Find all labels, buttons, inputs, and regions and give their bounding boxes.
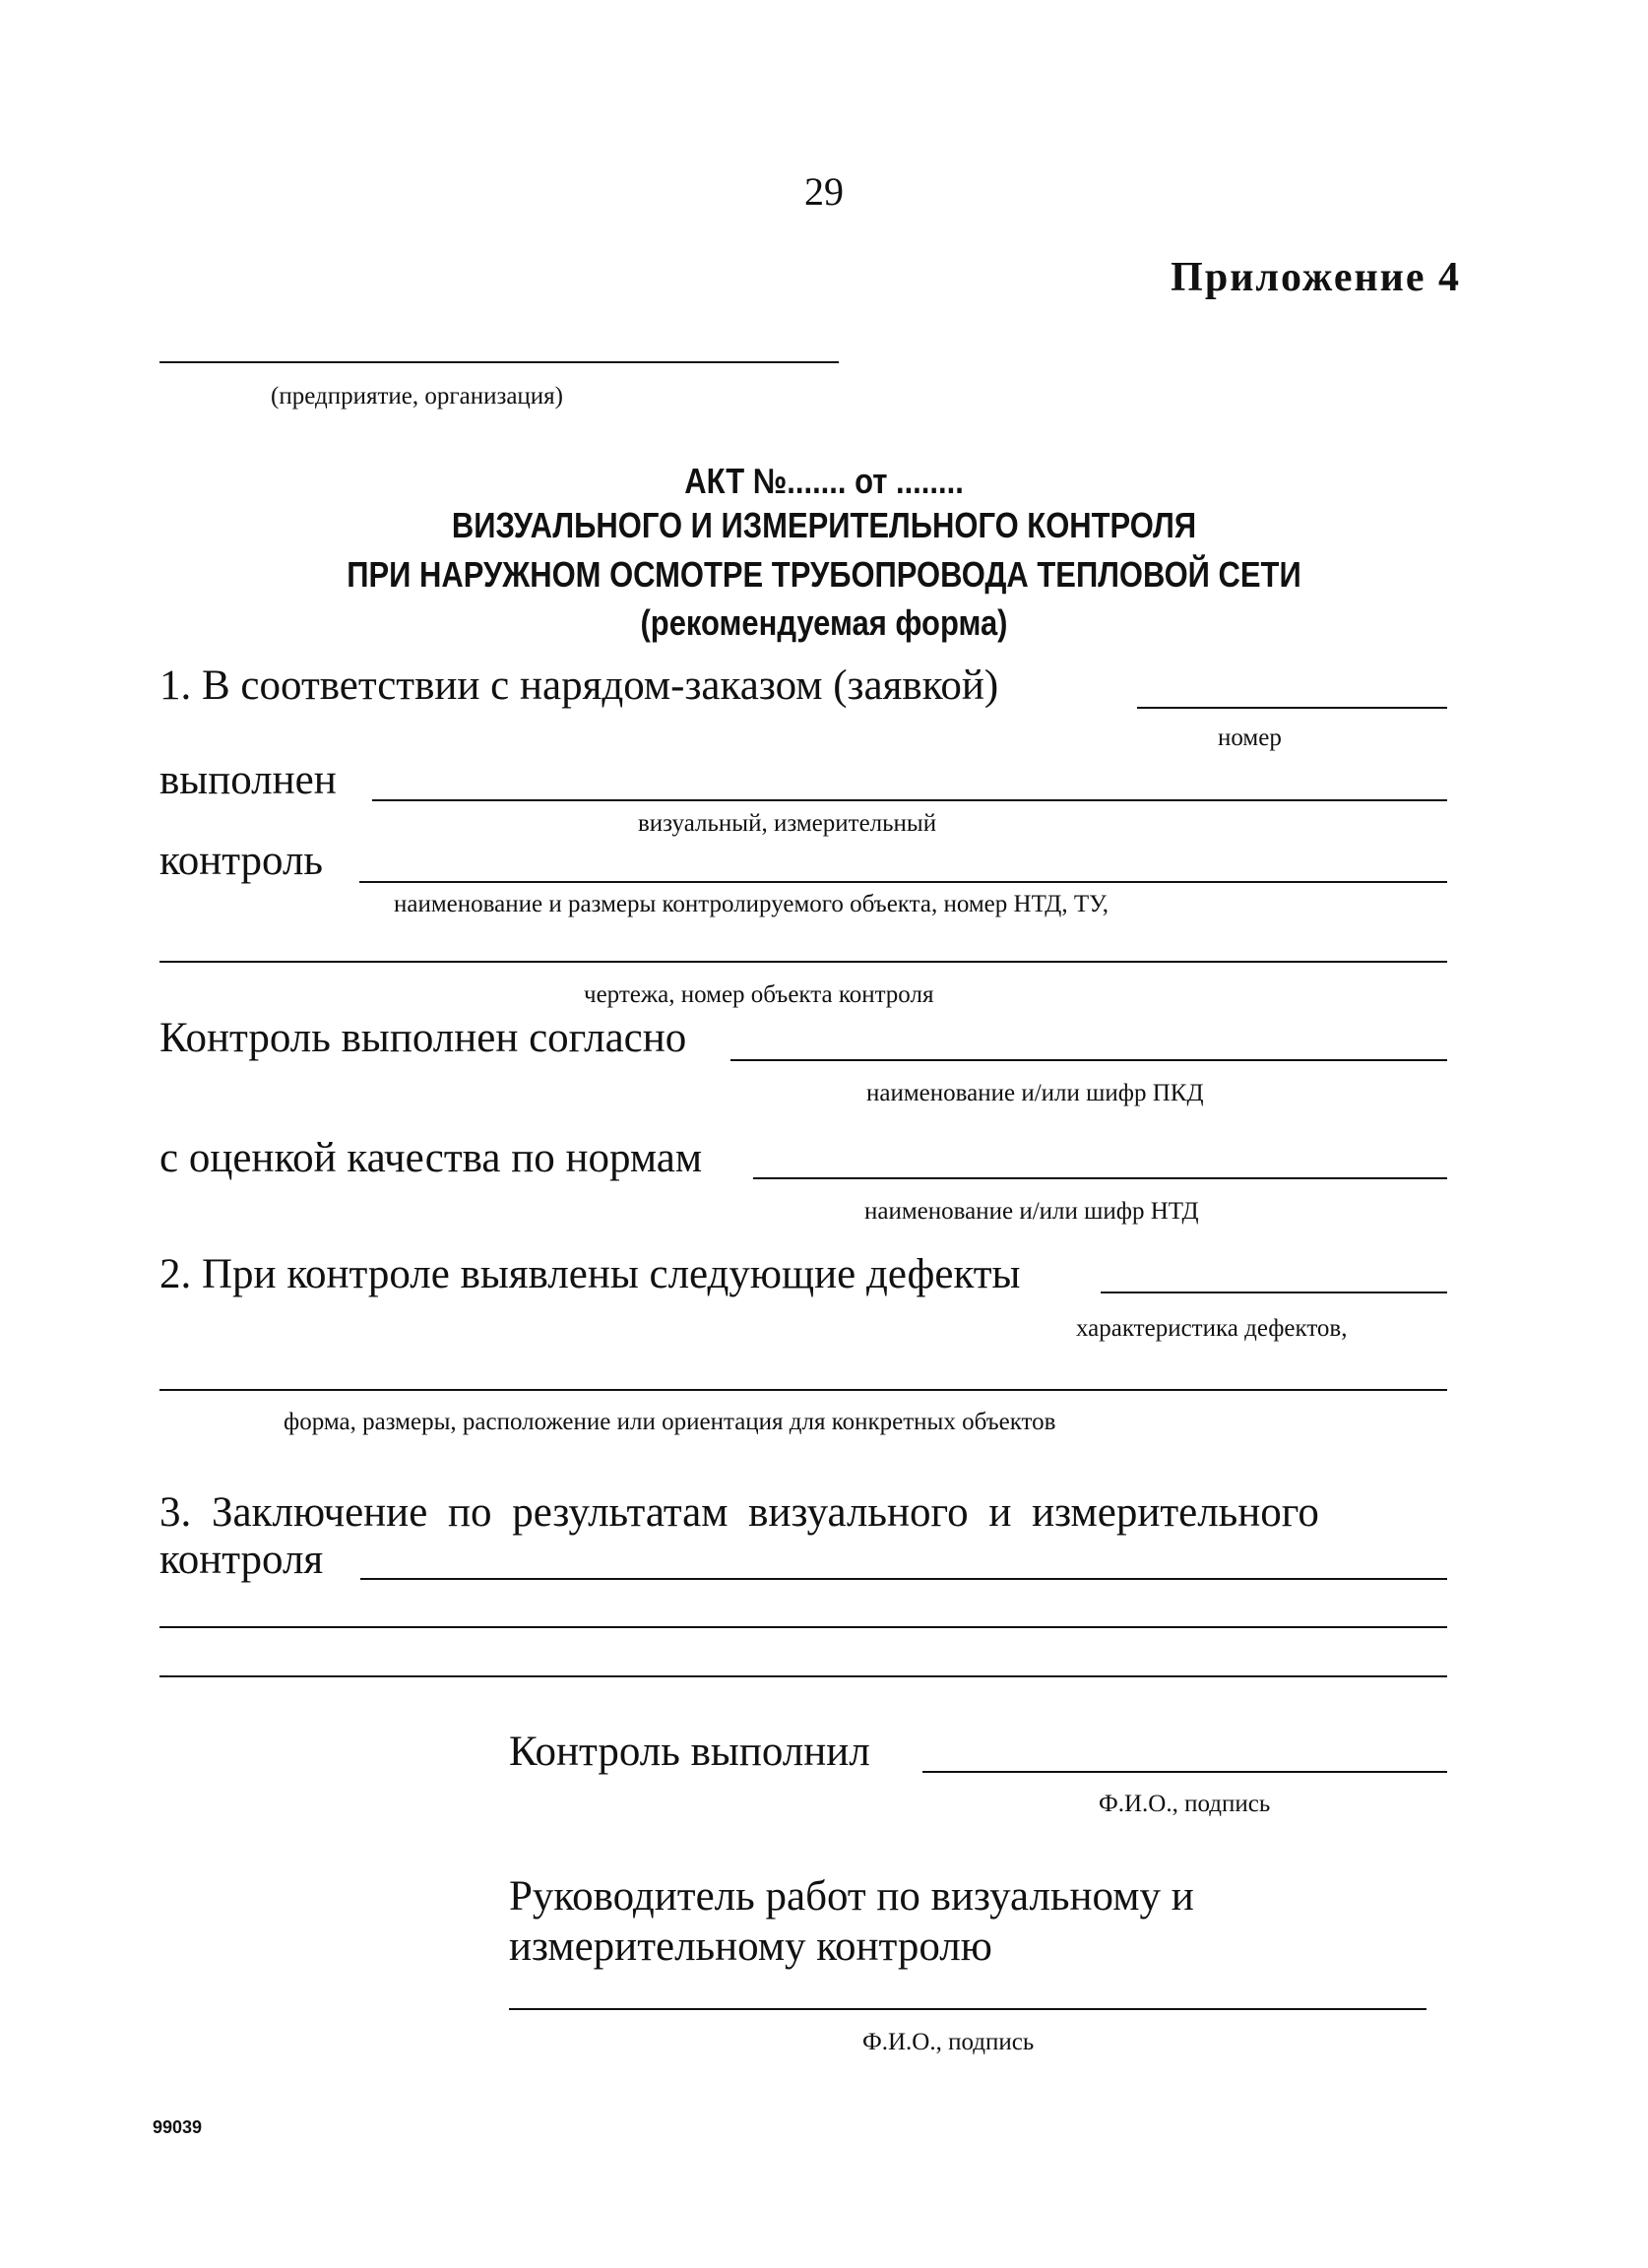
head-line-1: Руководитель работ по визуальному и [509,1873,1194,1920]
page-number: 29 [804,169,844,214]
defects-form-caption: форма, размеры, расположение или ориентация для конкретных объектов [284,1409,1056,1435]
performed-caption: Ф.И.О., подпись [1099,1791,1271,1817]
conclusion-line-2: контроля [159,1537,324,1583]
defects-field[interactable] [1101,1292,1447,1293]
according-label: Контроль выполнен согласно [159,1015,687,1061]
conclusion-field-1[interactable] [360,1578,1447,1580]
head-signature-field[interactable] [509,2008,1426,2010]
head-caption: Ф.И.О., подпись [862,2029,1035,2055]
performed-label: Контроль выполнил [509,1729,870,1775]
pkd-field[interactable] [730,1059,1447,1061]
control-type-field[interactable] [372,799,1447,801]
order-number-caption: номер [1218,724,1282,751]
order-text: 1. В соответствии с нарядом-заказом (заявкой) [159,662,999,709]
title-line-3: ПРИ НАРУЖНОМ ОСМОТРЕ ТРУБОПРОВОДА ТЕПЛОВОЙ СЕТИ [347,554,1301,595]
ntd-field[interactable] [753,1177,1447,1179]
control-object-field[interactable] [359,881,1447,883]
control-object-field-2[interactable] [159,961,1447,963]
done-label: выполнен [159,757,337,803]
act-number-heading: АКТ №....... от ........ [684,461,964,501]
ntd-caption: наименование и/или шифр НТД [864,1198,1199,1225]
drawing-caption: чертежа, номер объекта контроля [584,981,934,1008]
org-field-line [159,361,839,363]
defects-caption: характеристика дефектов, [1076,1315,1348,1342]
conclusion-field-3[interactable] [159,1675,1447,1677]
control-object-caption: наименование и размеры контролируемого объекта, номер НТД, ТУ, [394,891,1109,917]
footer-code: 99039 [153,2117,203,2137]
appendix-label: Приложение 4 [1171,255,1461,300]
performed-signature-field[interactable] [922,1771,1447,1773]
conclusion-line-1: 3. Заключение по результатам визуального и измерительного [159,1489,1319,1536]
defects-label: 2. При контроле выявлены следующие дефекты [159,1251,1021,1297]
defects-field-2[interactable] [159,1389,1447,1391]
control-label: контроль [159,838,324,884]
quality-label: с оценкой качества по нормам [159,1135,703,1181]
head-line-2: измерительному контролю [509,1923,992,1970]
title-line-2: ВИЗУАЛЬНОГО И ИЗМЕРИТЕЛЬНОГО КОНТРОЛЯ [451,505,1197,545]
org-caption: (предприятие, организация) [271,383,564,410]
pkd-caption: наименование и/или шифр ПКД [866,1080,1204,1106]
control-type-caption: визуальный, измерительный [638,810,937,837]
conclusion-field-2[interactable] [159,1626,1447,1628]
order-number-field[interactable] [1137,707,1447,709]
title-line-4: (рекомендуемая форма) [640,602,1008,643]
